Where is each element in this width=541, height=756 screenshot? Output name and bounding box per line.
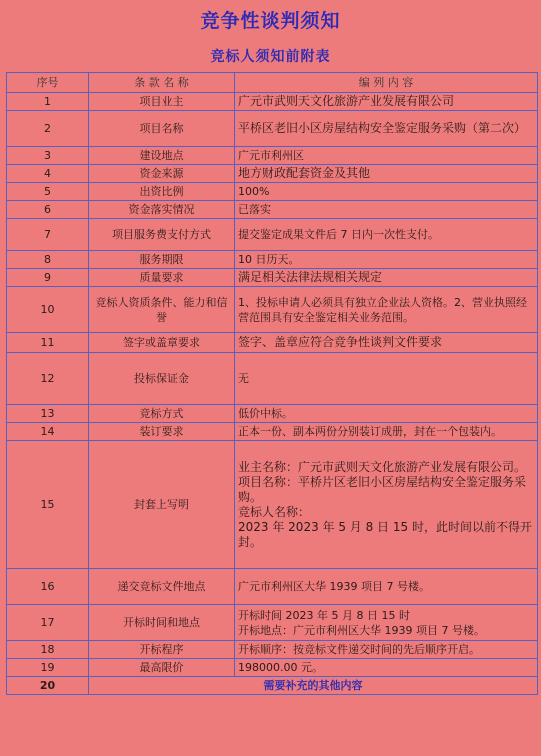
- content-line: 1、投标申请人必须具有独立企业法人资格。2、营业执照经营范围具有安全鉴定相关业务范围。: [238, 295, 527, 324]
- table-subtitle: 竞标人须知前附表: [210, 49, 331, 65]
- table-row: [7, 111, 538, 147]
- clause-name: 资金来源: [89, 165, 235, 183]
- row-number: 13: [7, 405, 89, 423]
- clause-content: [235, 353, 538, 405]
- content-line: 198000.00 元。: [238, 661, 323, 674]
- clause-content: [235, 333, 538, 353]
- supplementary-content: 需要补充的其他内容: [89, 677, 538, 695]
- clause-name: 建设地点: [89, 147, 235, 165]
- clause-content: [235, 165, 538, 183]
- row-number: 16: [7, 569, 89, 605]
- table-footer-row: [7, 677, 538, 695]
- clause-name: 装订要求: [89, 423, 235, 441]
- header-number: 序号: [7, 73, 89, 93]
- clause-content: [235, 405, 538, 423]
- table-row: [7, 423, 538, 441]
- clause-name: 出资比例: [89, 183, 235, 201]
- clause-content: [235, 251, 538, 269]
- table-row: [7, 201, 538, 219]
- content-line: 已落实: [238, 203, 271, 216]
- row-number: 5: [7, 183, 89, 201]
- row-number: 14: [7, 423, 89, 441]
- clause-name: 竞标方式: [89, 405, 235, 423]
- row-number: 9: [7, 269, 89, 287]
- document-title: 竞争性谈判须知: [200, 10, 341, 32]
- content-line: 项目名称：平桥片区老旧小区房屋结构安全鉴定服务采购。: [238, 474, 527, 504]
- table-row: [7, 147, 538, 165]
- content-line: 提交鉴定成果文件后 7 日内一次性支付。: [238, 228, 439, 241]
- table-row: [7, 333, 538, 353]
- table-row: [7, 353, 538, 405]
- content-line: 开标地点：广元市利州区大华 1939 项目 7 号楼。: [238, 623, 485, 637]
- table-row: [7, 183, 538, 201]
- content-line: 平桥区老旧小区房屋结构安全鉴定服务采购（第二次）: [238, 121, 527, 135]
- table-row: [7, 641, 538, 659]
- header-clause: 条 款 名 称: [89, 73, 235, 93]
- row-number: 4: [7, 165, 89, 183]
- clause-name: 项目名称: [89, 111, 235, 147]
- clause-name: 最高限价: [89, 659, 235, 677]
- content-line: 广元市利州区大华 1939 项目 7 号楼。: [238, 580, 430, 593]
- table-header-row: [7, 73, 538, 93]
- row-number: 15: [7, 441, 89, 569]
- clause-content: [235, 287, 538, 333]
- clause-content: [235, 569, 538, 605]
- row-number: 11: [7, 333, 89, 353]
- table-row: [7, 93, 538, 111]
- clause-name: 投标保证金: [89, 353, 235, 405]
- row-number: 8: [7, 251, 89, 269]
- clause-name: 开标程序: [89, 641, 235, 659]
- clause-name: 递交竞标文件地点: [89, 569, 235, 605]
- row-number: 19: [7, 659, 89, 677]
- clause-name: 资金落实情况: [89, 201, 235, 219]
- row-number: 20: [7, 677, 89, 695]
- content-line: 开标时间 2023 年 5 月 8 日 15 时: [238, 608, 410, 622]
- table-row: [7, 251, 538, 269]
- table-row: [7, 569, 538, 605]
- clause-content: [235, 269, 538, 287]
- table-row: [7, 219, 538, 251]
- clause-name: 签字或盖章要求: [89, 333, 235, 353]
- clause-content: [235, 183, 538, 201]
- clause-content: [235, 219, 538, 251]
- content-line: 10 日历天。: [238, 253, 300, 266]
- requirements-table: [6, 72, 538, 695]
- row-number: 18: [7, 641, 89, 659]
- row-number: 7: [7, 219, 89, 251]
- table-body: [7, 93, 538, 695]
- table-row: [7, 405, 538, 423]
- clause-name: 竞标人资质条件、能力和信誉: [89, 287, 235, 333]
- table-row: [7, 269, 538, 287]
- clause-content: [235, 423, 538, 441]
- header-content: 编 列 内 容: [235, 73, 538, 93]
- row-number: 10: [7, 287, 89, 333]
- row-number: 6: [7, 201, 89, 219]
- content-line: 100%: [238, 185, 270, 198]
- table-row: [7, 287, 538, 333]
- content-line: 业主名称：广元市武则天文化旅游产业发展有限公司。: [238, 459, 527, 474]
- row-number: 12: [7, 353, 89, 405]
- row-number: 3: [7, 147, 89, 165]
- table-row: [7, 441, 538, 569]
- content-line: 签字、盖章应符合竞争性谈判文件要求: [238, 335, 443, 349]
- content-line: 2023 年 2023 年 5 月 8 日 15 时，此时间以前不得开封。: [238, 519, 532, 549]
- row-number: 1: [7, 93, 89, 111]
- clause-name: 项目服务费支付方式: [89, 219, 235, 251]
- content-line: 满足相关法律法规相关规定: [238, 270, 383, 284]
- clause-name: 开标时间和地点: [89, 605, 235, 641]
- content-line: 竞标人名称：: [238, 504, 311, 519]
- content-line: 正本一份、副本两份分别装订成册，封在一个包装内。: [238, 425, 502, 438]
- clause-content: [235, 111, 538, 147]
- table-row: [7, 659, 538, 677]
- content-line: 广元市武则天文化旅游产业发展有限公司: [238, 94, 455, 108]
- row-number: 17: [7, 605, 89, 641]
- clause-content: [235, 659, 538, 677]
- clause-name: 质量要求: [89, 269, 235, 287]
- clause-content: [235, 641, 538, 659]
- content-line: 开标顺序：按竞标文件递交时间的先后顺序开启。: [238, 643, 480, 656]
- table-row: [7, 165, 538, 183]
- content-line: 无: [238, 372, 249, 385]
- clause-content: [235, 147, 538, 165]
- clause-content: [235, 441, 538, 569]
- row-number: 2: [7, 111, 89, 147]
- clause-name: 项目业主: [89, 93, 235, 111]
- clause-content: [235, 605, 538, 641]
- content-line: 低价中标。: [238, 407, 293, 420]
- content-line: 广元市利州区: [238, 149, 304, 162]
- table-row: [7, 605, 538, 641]
- clause-content: [235, 201, 538, 219]
- clause-name: 服务期限: [89, 251, 235, 269]
- content-line: 地方财政配套资金及其他: [238, 166, 371, 180]
- clause-content: [235, 93, 538, 111]
- clause-name: 封套上写明: [89, 441, 235, 569]
